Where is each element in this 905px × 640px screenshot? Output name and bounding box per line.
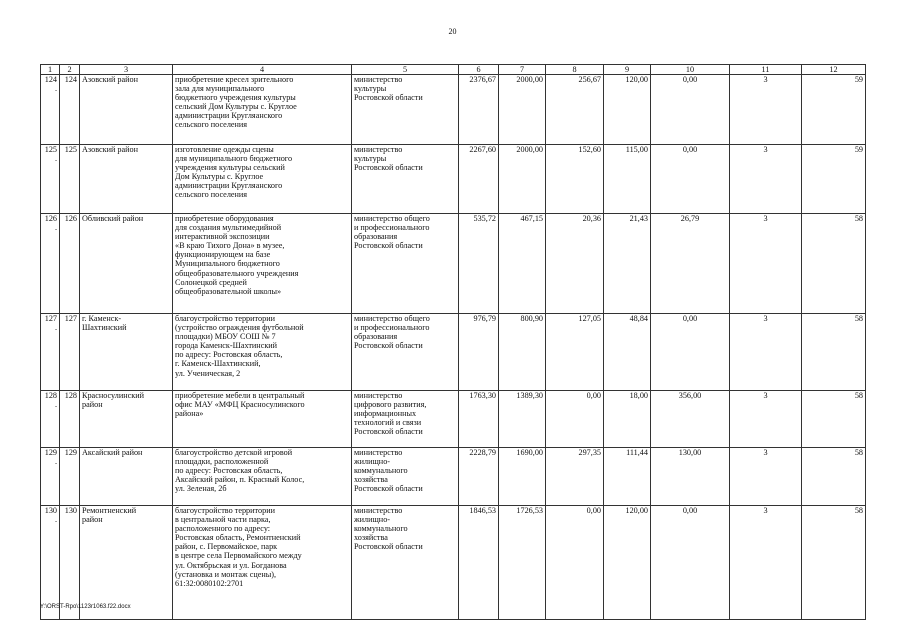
amount-col10: 356,00 xyxy=(651,391,730,448)
file-path: Y:\ORST-Rpo\1123r1063.f22.docx xyxy=(40,604,131,610)
amount-col7: 1389,30 xyxy=(499,391,546,448)
count-col11: 3 xyxy=(730,506,802,620)
district-name: Ремонтненский район xyxy=(80,506,173,620)
ministry: министерство жилищно- коммунального хозяйства Ростовской области xyxy=(352,506,459,620)
column-header: 6 xyxy=(459,65,499,75)
ministry: министерство культуры Ростовской области xyxy=(352,145,459,214)
amount-col6: 2376,67 xyxy=(459,75,499,145)
amount-col9: 18,00 xyxy=(604,391,651,448)
value-col12: 58 xyxy=(802,214,866,314)
amount-col8: 0,00 xyxy=(546,391,604,448)
description: приобретение оборудования для создания мультимедийной интерактивной экспозиции «В краю Тихого Дона» в музее, функционирующем на базе Муниципального бюджетного общеобразовательного учреждения Солонецкой средней общеобразовательной школы» xyxy=(173,214,352,314)
column-header: 4 xyxy=(173,65,352,75)
header-row xyxy=(41,65,866,75)
table-row xyxy=(41,391,866,448)
amount-col6: 2228,79 xyxy=(459,448,499,506)
record-number: 127 xyxy=(60,314,80,391)
description: благоустройство территории (устройство ограждения футбольной площадки) МБОУ СОШ № 7 города Каменск-Шахтинский по адресу: Ростовская область, г. Каменск-Шахтинский, ул. Ученическая, 2 xyxy=(173,314,352,391)
table-row xyxy=(41,145,866,214)
amount-col9: 111,44 xyxy=(604,448,651,506)
amount-col10: 0,00 xyxy=(651,75,730,145)
ministry: министерство общего и профессионального образования Ростовской области xyxy=(352,214,459,314)
amount-col10: 0,00 xyxy=(651,506,730,620)
amount-col6: 2267,60 xyxy=(459,145,499,214)
amount-col8: 0,00 xyxy=(546,506,604,620)
column-header: 3 xyxy=(80,65,173,75)
district-name: Азовский район xyxy=(80,75,173,145)
amount-col6: 976,79 xyxy=(459,314,499,391)
table-row xyxy=(41,448,866,506)
column-header: 7 xyxy=(499,65,546,75)
amount-col9: 120,00 xyxy=(604,75,651,145)
count-col11: 3 xyxy=(730,145,802,214)
row-number: 127. xyxy=(41,314,60,391)
amount-col7: 2000,00 xyxy=(499,75,546,145)
ministry: министерство жилищно- коммунального хозяйства Ростовской области xyxy=(352,448,459,506)
table-row xyxy=(41,506,866,620)
record-number: 129 xyxy=(60,448,80,506)
row-number: 125. xyxy=(41,145,60,214)
amount-col9: 115,00 xyxy=(604,145,651,214)
column-header: 2 xyxy=(60,65,80,75)
district-name: Аксайский район xyxy=(80,448,173,506)
district-name: г. Каменск- Шахтинский xyxy=(80,314,173,391)
page-number: 20 xyxy=(448,27,457,36)
value-col12: 58 xyxy=(802,314,866,391)
amount-col7: 1726,53 xyxy=(499,506,546,620)
district-name: Красносулинский район xyxy=(80,391,173,448)
description: изготовление одежды сцены для муниципального бюджетного учреждения культуры сельский Дом Культуры с. Круглое администрации Кругляанского сельского поселения xyxy=(173,145,352,214)
amount-col7: 467,15 xyxy=(499,214,546,314)
value-col12: 58 xyxy=(802,391,866,448)
record-number: 128 xyxy=(60,391,80,448)
table-row xyxy=(41,75,866,145)
record-number: 125 xyxy=(60,145,80,214)
description: приобретение кресел зрительного зала для муниципального бюджетного учреждения культуры сельский Дом Культуры с. Круглое администрации Кругляанского сельского поселения xyxy=(173,75,352,145)
table-row xyxy=(41,214,866,314)
amount-col6: 1763,30 xyxy=(459,391,499,448)
amount-col8: 297,35 xyxy=(546,448,604,506)
amount-col6: 535,72 xyxy=(459,214,499,314)
column-header: 1 xyxy=(41,65,60,75)
ministry: министерство культуры Ростовской области xyxy=(352,75,459,145)
amount-col9: 48,84 xyxy=(604,314,651,391)
record-number: 130 xyxy=(60,506,80,620)
value-col12: 59 xyxy=(802,75,866,145)
record-number: 124 xyxy=(60,75,80,145)
count-col11: 3 xyxy=(730,75,802,145)
column-header: 9 xyxy=(604,65,651,75)
amount-col10: 0,00 xyxy=(651,145,730,214)
amount-col8: 127,05 xyxy=(546,314,604,391)
column-header: 8 xyxy=(546,65,604,75)
amount-col6: 1846,53 xyxy=(459,506,499,620)
description: приобретение мебели в центральный офис МАУ «МФЦ Красносулинского района» xyxy=(173,391,352,448)
amount-col9: 21,43 xyxy=(604,214,651,314)
column-header: 11 xyxy=(730,65,802,75)
description: благоустройство детской игровой площадки, расположенной по адресу: Ростовская область, Аксайский район, п. Красный Колос, ул. Зеленая, 2б xyxy=(173,448,352,506)
table-body xyxy=(41,75,866,620)
count-col11: 3 xyxy=(730,391,802,448)
row-number: 129. xyxy=(41,448,60,506)
amount-col9: 120,00 xyxy=(604,506,651,620)
table-row xyxy=(41,314,866,391)
row-number: 124. xyxy=(41,75,60,145)
row-number: 128. xyxy=(41,391,60,448)
description: благоустройство территории в центральной части парка, расположенного по адресу: Ростовская область, Ремонтненский район, с. Первомайское, парк в центре села Первомайского между ул. Октябрьская и ул. Богданова (установка и монтаж сцены), 61:32:0080102:2701 xyxy=(173,506,352,620)
row-number: 130. xyxy=(41,506,60,620)
amount-col7: 1690,00 xyxy=(499,448,546,506)
amount-col10: 130,00 xyxy=(651,448,730,506)
amount-col10: 0,00 xyxy=(651,314,730,391)
column-header: 5 xyxy=(352,65,459,75)
value-col12: 59 xyxy=(802,145,866,214)
value-col12: 58 xyxy=(802,506,866,620)
amount-col8: 152,60 xyxy=(546,145,604,214)
value-col12: 58 xyxy=(802,448,866,506)
count-col11: 3 xyxy=(730,448,802,506)
district-name: Азовский район xyxy=(80,145,173,214)
amount-col8: 20,36 xyxy=(546,214,604,314)
ministry: министерство общего и профессионального образования Ростовской области xyxy=(352,314,459,391)
column-header: 12 xyxy=(802,65,866,75)
data-table xyxy=(40,64,866,620)
amount-col8: 256,67 xyxy=(546,75,604,145)
record-number: 126 xyxy=(60,214,80,314)
column-header: 10 xyxy=(651,65,730,75)
amount-col7: 800,90 xyxy=(499,314,546,391)
count-col11: 3 xyxy=(730,214,802,314)
amount-col7: 2000,00 xyxy=(499,145,546,214)
district-name: Обливский район xyxy=(80,214,173,314)
ministry: министерство цифрового развития, информационных технологий и связи Ростовской области xyxy=(352,391,459,448)
count-col11: 3 xyxy=(730,314,802,391)
amount-col10: 26,79 xyxy=(651,214,730,314)
row-number: 126. xyxy=(41,214,60,314)
